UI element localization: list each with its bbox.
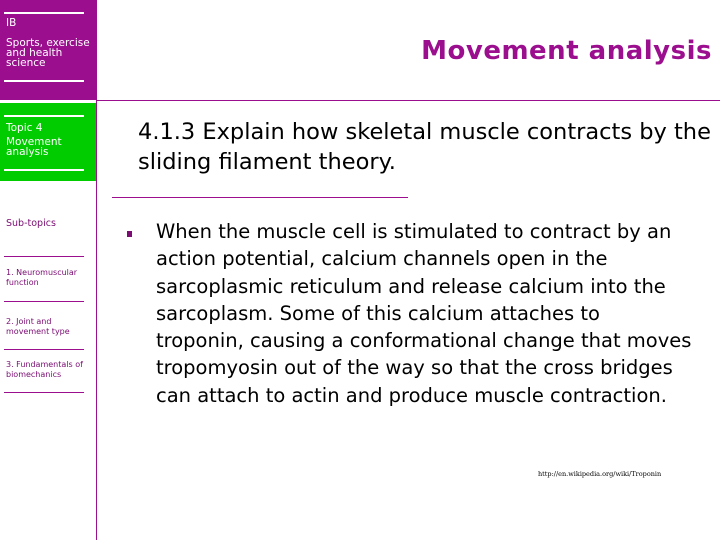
topic-name: Movement analysis bbox=[6, 136, 62, 158]
divider bbox=[4, 301, 84, 302]
ib-label: IB bbox=[6, 17, 17, 29]
source-link[interactable]: http://en.wikipedia.org/wiki/Troponin bbox=[538, 470, 662, 478]
divider bbox=[4, 80, 84, 82]
topic-panel bbox=[0, 103, 96, 181]
subtopic-item[interactable]: 3. Fundamentals of biomechanics bbox=[6, 360, 83, 379]
subtopics-heading: Sub-topics bbox=[6, 218, 56, 229]
divider bbox=[4, 392, 84, 393]
course-panel bbox=[0, 0, 96, 100]
topic-label bbox=[6, 123, 94, 157]
divider bbox=[4, 169, 84, 171]
bullet-icon bbox=[127, 231, 132, 237]
subtitle-divider bbox=[112, 197, 408, 198]
divider bbox=[4, 115, 84, 117]
subtopic-item[interactable]: 2. Joint and movement type bbox=[6, 317, 70, 336]
header-divider bbox=[96, 100, 720, 101]
divider bbox=[4, 349, 84, 350]
divider bbox=[4, 12, 84, 14]
divider bbox=[4, 256, 84, 257]
course-name: Sports, exercise and health science bbox=[6, 37, 90, 69]
bullet-text: When the muscle cell is stimulated to contract by an action potential, calcium channels open in the sarcoplasmic reticulum and release calcium into the sarcoplasm. Some of this calcium attaches to troponin, causing a conformational change that moves tropomyosin out of the way so that the cross bridges can attach to actin and produce muscle contraction. bbox=[156, 220, 692, 407]
sidebar bbox=[0, 0, 97, 540]
subtopic-item[interactable]: 1. Neuromuscular function bbox=[6, 268, 78, 287]
course-label bbox=[6, 18, 94, 68]
topic-number: Topic 4 bbox=[6, 122, 43, 134]
slide-subtitle: 4.1.3 Explain how skeletal muscle contracts by the sliding filament theory. bbox=[138, 119, 711, 175]
page-title: Movement analysis bbox=[421, 36, 712, 66]
